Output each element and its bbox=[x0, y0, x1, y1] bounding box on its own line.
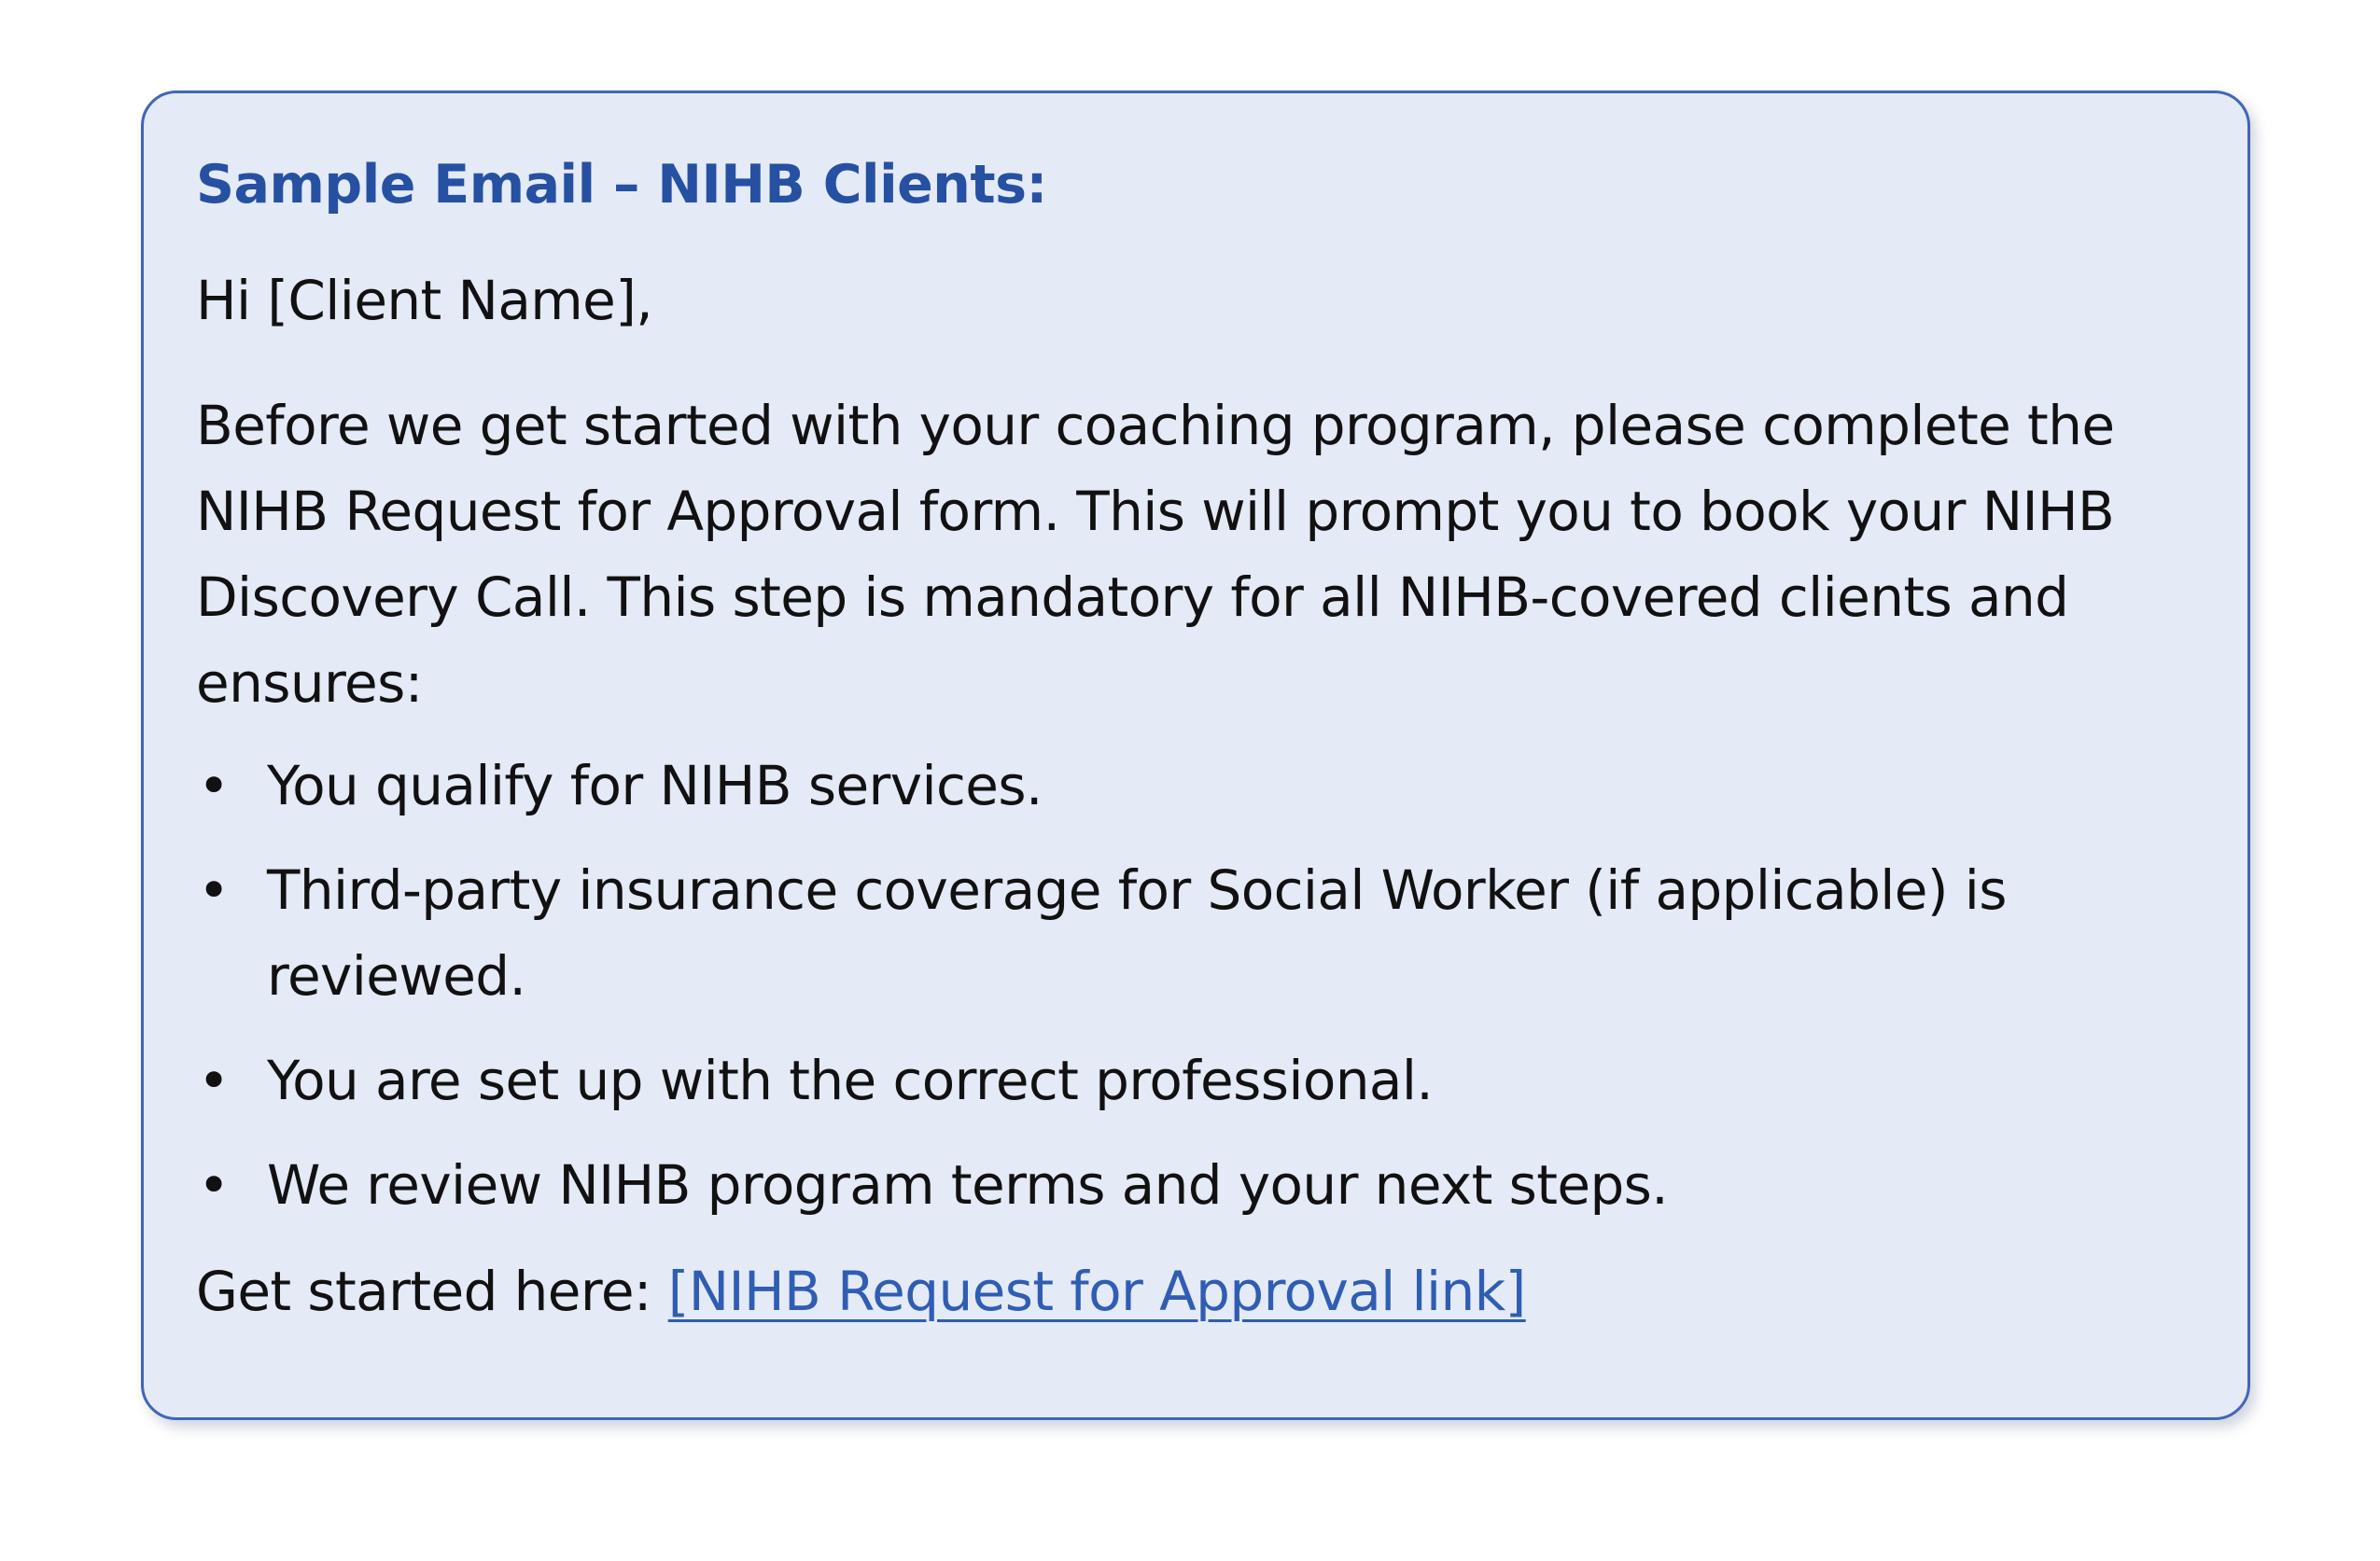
email-greeting: Hi [Client Name], bbox=[196, 269, 653, 332]
list-item-text: You are set up with the correct professional. bbox=[267, 1049, 1434, 1112]
requirements-list bbox=[196, 743, 2195, 1228]
bullet-icon: • bbox=[198, 1153, 230, 1217]
bullet-icon: • bbox=[198, 754, 230, 817]
list-item bbox=[196, 1142, 2195, 1228]
list-item bbox=[196, 743, 2195, 829]
email-intro-paragraph: Before we get started with your coaching program, please complete the NIHB Request for Approval form. This will prompt you to book your NIHB Discovery Call. This step is mandatory for all NIHB-covered clients and ensures: bbox=[196, 394, 2115, 715]
bullet-icon: • bbox=[198, 1049, 230, 1112]
card-title: Sample Email – NIHB Clients: bbox=[196, 154, 1047, 216]
list-item bbox=[196, 847, 2195, 1019]
bullet-icon: • bbox=[198, 858, 230, 922]
get-started-label: Get started here: bbox=[196, 1260, 668, 1323]
list-item-text: We review NIHB program terms and your next steps. bbox=[267, 1153, 1669, 1217]
list-item-text: Third-party insurance coverage for Social Worker (if applicable) is reviewed. bbox=[267, 858, 2007, 1008]
nihb-request-approval-link[interactable]: [NIHB Request for Approval link] bbox=[667, 1260, 1526, 1323]
list-item bbox=[196, 1038, 2195, 1123]
sample-email-card bbox=[141, 91, 2250, 1420]
list-item-text: You qualify for NIHB services. bbox=[267, 754, 1043, 817]
get-started-line bbox=[196, 1248, 2195, 1334]
